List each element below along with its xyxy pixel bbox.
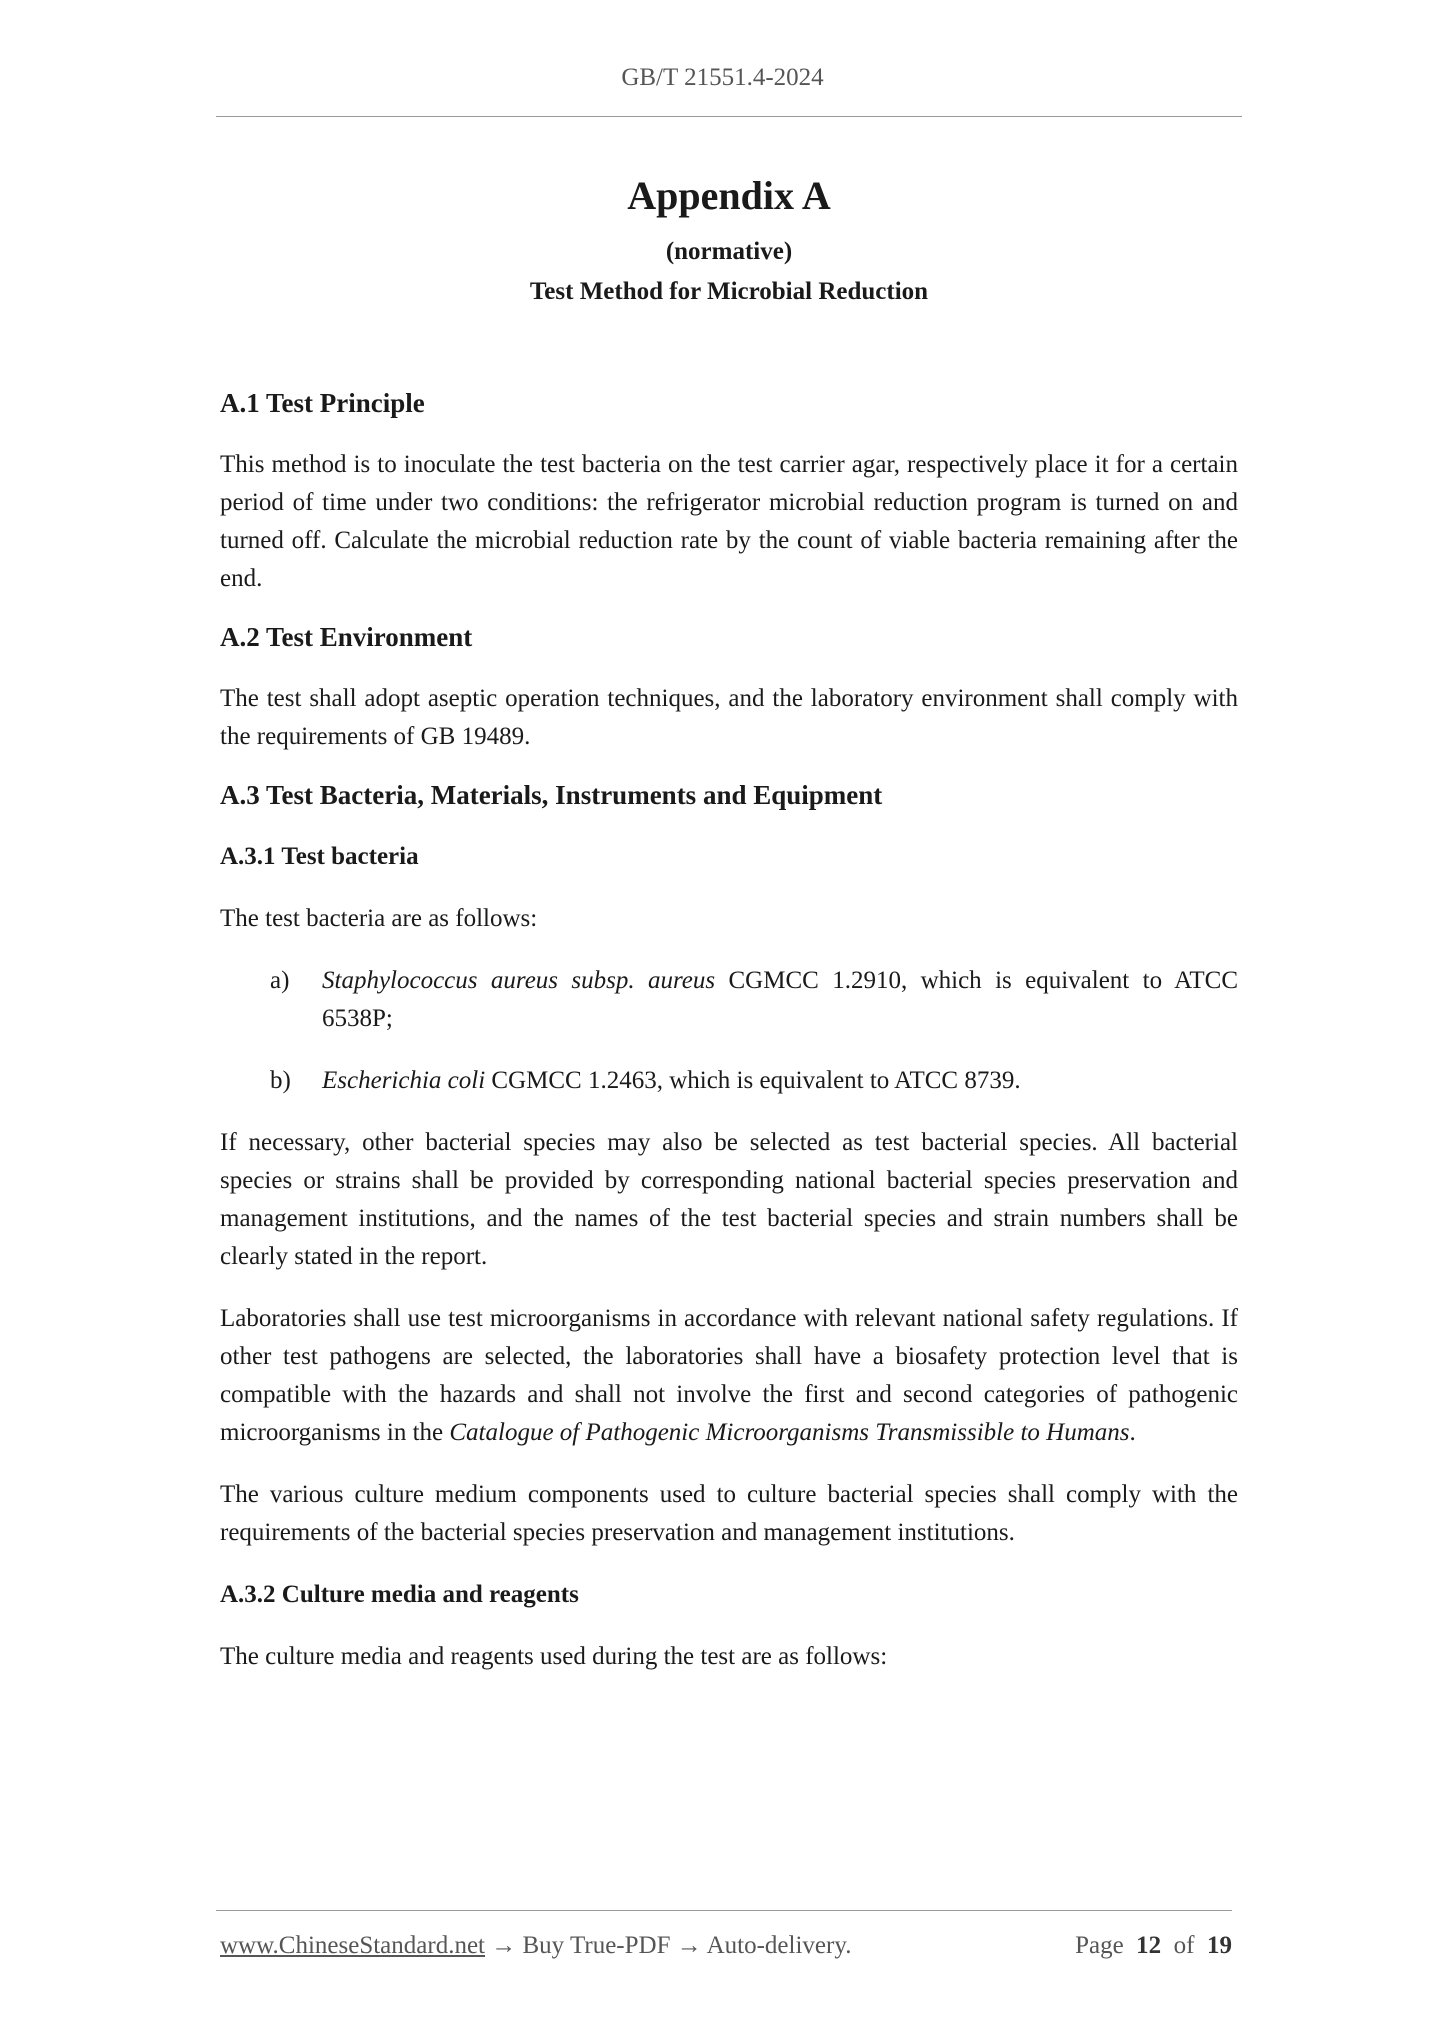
page-body bbox=[220, 170, 1238, 1676]
appendix-subtitle: Test Method for Microbial Reduction bbox=[529, 278, 929, 305]
total-pages: 19 bbox=[1207, 1932, 1232, 1959]
para-a31-2 bbox=[220, 1300, 1238, 1452]
para-a32-intro: The culture media and reagents used during the test are as follows: bbox=[220, 1643, 888, 1670]
para-a31-intro: The test bacteria are as follows: bbox=[220, 905, 538, 932]
page-label: Page bbox=[1075, 1932, 1124, 1959]
footer-promo-text: → Buy True-PDF → Auto-delivery. bbox=[485, 1932, 852, 1959]
para-a31-3: The various culture medium components used to culture bacterial species shall comply with the requirements of the bacterial species preservation and management institutions. bbox=[220, 1481, 1238, 1546]
page-footer bbox=[220, 1932, 1232, 1960]
appendix-title: Appendix A bbox=[627, 173, 831, 218]
strain-info: CGMCC 1.2910, which is equivalent to ATCC 6538P; bbox=[322, 967, 1238, 1032]
species-name: Escherichia coli bbox=[322, 1067, 486, 1094]
para-a31-2-end: . bbox=[1129, 1419, 1136, 1446]
current-page: 12 bbox=[1136, 1932, 1162, 1959]
list-marker: b) bbox=[270, 1067, 291, 1094]
heading-a2: A.2 Test Environment bbox=[220, 622, 473, 652]
footer-divider bbox=[216, 1910, 1232, 1911]
header-divider bbox=[216, 116, 1242, 117]
strain-info: CGMCC 1.2463, which is equivalent to ATCC 8739. bbox=[485, 1067, 1021, 1094]
para-a31-2-start: Laboratories shall use test microorganisms in accordance with relevant national safety regulations. If other test pathogens are selected, the laboratories shall have a biosafety protection level that is compatible with the hazards and shall not involve the first and second categories of pathogenic microorganisms in the bbox=[220, 1305, 1238, 1446]
of-label: of bbox=[1173, 1932, 1195, 1959]
heading-a32: A.3.2 Culture media and reagents bbox=[220, 1581, 579, 1608]
heading-a31: A.3.1 Test bacteria bbox=[220, 843, 419, 870]
para-a2: The test shall adopt aseptic operation techniques, and the laboratory environment shall comply with the requirements of GB 19489. bbox=[220, 685, 1238, 750]
website-link[interactable]: www.ChineseStandard.net bbox=[220, 1932, 485, 1959]
catalogue-title: Catalogue of Pathogenic Microorganisms Transmissible to Humans bbox=[449, 1419, 1130, 1446]
heading-a3: A.3 Test Bacteria, Materials, Instruments and Equipment bbox=[220, 780, 883, 810]
list-marker: a) bbox=[270, 967, 290, 994]
list-item bbox=[220, 1062, 1238, 1100]
para-a1: This method is to inoculate the test bacteria on the test carrier agar, respectively place it for a certain period of time under two conditions: the refrigerator microbial reduction program is turned on and turned off. Calculate the microbial reduction rate by the count of viable bacteria remaining after the end. bbox=[220, 451, 1238, 592]
para-a31-1: If necessary, other bacterial species may also be selected as test bacterial species. All bacterial species or strains shall be provided by corresponding national bacterial species preservation and management institutions, and the names of the test bacterial species and strain numbers shall be clearly stated in the report. bbox=[220, 1129, 1238, 1270]
page-number bbox=[1075, 1932, 1232, 1960]
running-header: GB/T 21551.4-2024 bbox=[621, 64, 824, 91]
list-text bbox=[322, 1062, 1238, 1100]
species-name: Staphylococcus aureus subsp. aureus bbox=[322, 967, 716, 994]
list-text bbox=[322, 962, 1238, 1038]
footer-promo bbox=[220, 1932, 851, 1960]
list-item bbox=[220, 962, 1238, 1038]
appendix-kind: (normative) bbox=[665, 238, 793, 265]
heading-a1: A.1 Test Principle bbox=[220, 388, 425, 418]
